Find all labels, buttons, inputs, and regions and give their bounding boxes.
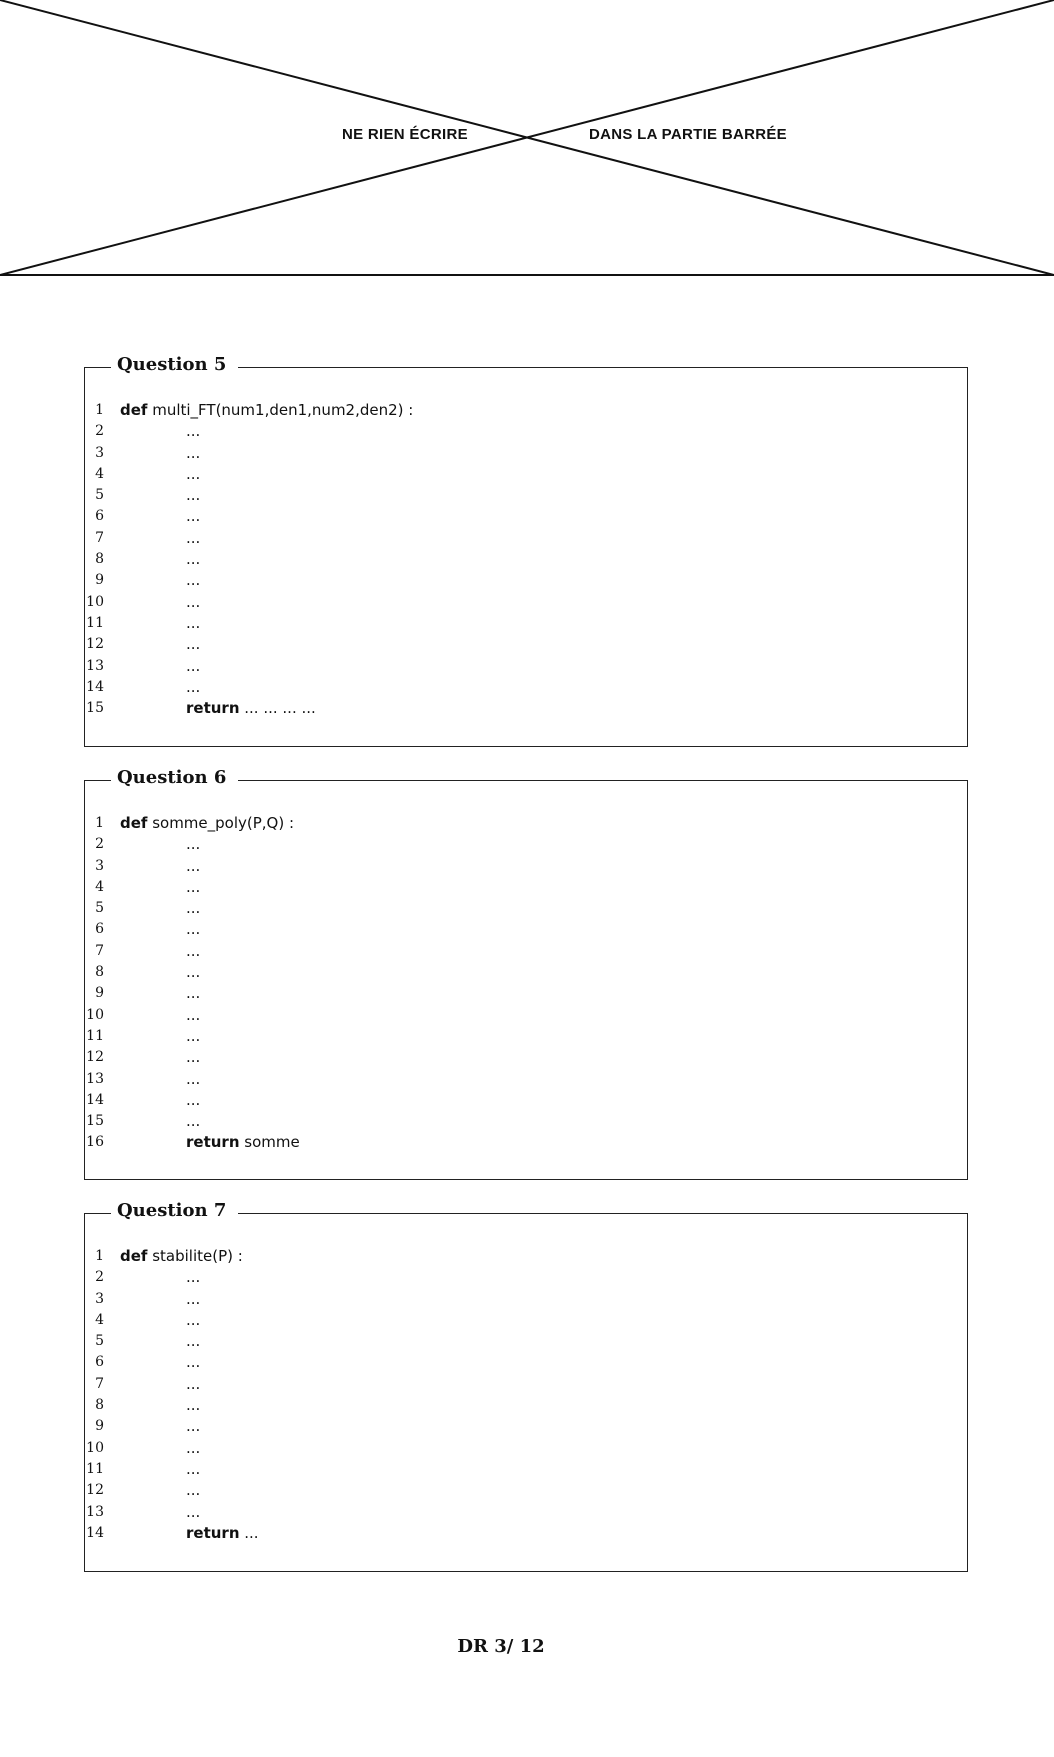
- code-line: [85, 570, 967, 591]
- line-number: 10: [86, 1439, 104, 1456]
- code-text: [186, 1374, 200, 1395]
- code-listing: [85, 400, 967, 719]
- code-content: ...: [186, 422, 201, 441]
- code-text: [186, 1310, 200, 1331]
- code-content: ...: [186, 571, 201, 590]
- line-number: 4: [95, 465, 104, 482]
- line-number: 5: [95, 900, 104, 917]
- code-text: [186, 506, 200, 527]
- code-line: [85, 1352, 967, 1373]
- code-text: [186, 1111, 200, 1132]
- line-number: 13: [86, 1070, 104, 1087]
- code-line: [85, 813, 967, 834]
- line-number: 10: [86, 1006, 104, 1023]
- code-content: ...: [186, 1459, 201, 1478]
- code-content: ...: [186, 1026, 201, 1045]
- line-number: 15: [86, 700, 104, 717]
- code-text: [186, 962, 200, 983]
- code-line: [85, 1523, 967, 1544]
- code-content: ...: [186, 656, 201, 675]
- question-5-box: [84, 354, 968, 747]
- code-line: [85, 698, 967, 719]
- code-line: [85, 1246, 967, 1267]
- code-text: [186, 1523, 259, 1544]
- code-listing: [85, 813, 967, 1154]
- code-line: [85, 1026, 967, 1047]
- code-text: [186, 528, 200, 549]
- line-number: 13: [86, 657, 104, 674]
- code-text: [186, 877, 200, 898]
- code-content: ...: [186, 1112, 201, 1131]
- line-number: 12: [86, 1482, 104, 1499]
- code-line: [85, 656, 967, 677]
- line-number: 9: [95, 985, 104, 1002]
- code-content: ...: [186, 1417, 201, 1436]
- code-content: ... ... ... ...: [239, 699, 316, 718]
- code-text: [186, 677, 200, 698]
- code-keyword: def: [120, 814, 148, 832]
- code-content: ...: [186, 1268, 201, 1287]
- line-number: 12: [86, 636, 104, 653]
- code-text: [120, 1246, 243, 1267]
- code-text: [186, 1047, 200, 1068]
- line-number: 13: [86, 1503, 104, 1520]
- line-number: 10: [86, 593, 104, 610]
- code-line: [85, 1459, 967, 1480]
- code-text: [186, 919, 200, 940]
- code-line: [85, 1111, 967, 1132]
- code-line: [85, 592, 967, 613]
- line-number: 9: [95, 1418, 104, 1435]
- code-line: [85, 1438, 967, 1459]
- code-content: ...: [186, 1310, 201, 1329]
- code-text: [186, 1090, 200, 1111]
- code-line: [85, 919, 967, 940]
- code-keyword: def: [120, 401, 148, 419]
- line-number: 7: [95, 529, 104, 546]
- line-number: 5: [95, 487, 104, 504]
- question-7-box: [84, 1200, 968, 1572]
- line-number: 4: [95, 878, 104, 895]
- code-line: [85, 677, 967, 698]
- code-content: ...: [186, 1396, 201, 1415]
- question-title: Question 6: [111, 766, 238, 790]
- code-text: [186, 613, 200, 634]
- code-text: [186, 834, 200, 855]
- code-content: ...: [186, 592, 201, 611]
- code-content: ...: [186, 613, 201, 632]
- page-number: DR 3/ 12: [457, 1636, 545, 1657]
- line-number: 11: [86, 614, 104, 631]
- code-content: ...: [186, 920, 201, 939]
- line-number: 14: [86, 1091, 104, 1108]
- line-number: 6: [95, 508, 104, 525]
- code-line: [85, 1069, 967, 1090]
- code-line: [85, 1047, 967, 1068]
- cross-lines: [0, 0, 1054, 280]
- code-text: [186, 421, 200, 442]
- code-line: [85, 1289, 967, 1310]
- code-listing: [85, 1246, 967, 1544]
- code-content: ...: [186, 1090, 201, 1109]
- code-content: ...: [186, 1332, 201, 1351]
- line-number: 11: [86, 1460, 104, 1477]
- code-text: [186, 485, 200, 506]
- code-line: [85, 421, 967, 442]
- line-number: 8: [95, 964, 104, 981]
- line-number: 2: [95, 1269, 104, 1286]
- code-line: [85, 400, 967, 421]
- code-content: ...: [186, 507, 201, 526]
- code-text: [186, 464, 200, 485]
- code-text: [186, 1289, 200, 1310]
- code-text: [186, 634, 200, 655]
- question-title: Question 5: [111, 353, 238, 377]
- code-text: [186, 1395, 200, 1416]
- code-keyword: return: [186, 1523, 240, 1542]
- code-line: [85, 941, 967, 962]
- code-text: [186, 1416, 200, 1437]
- code-text: [186, 1331, 200, 1352]
- code-content: stabilite(P) :: [147, 1247, 243, 1265]
- line-number: 1: [95, 402, 104, 418]
- code-text: [186, 656, 200, 677]
- code-text: [120, 400, 413, 421]
- code-content: ...: [186, 984, 201, 1003]
- code-content: ...: [186, 1438, 201, 1457]
- code-keyword: return: [186, 1133, 240, 1152]
- line-number: 6: [95, 921, 104, 938]
- code-line: [85, 877, 967, 898]
- code-text: [186, 1005, 200, 1026]
- code-line: [85, 1395, 967, 1416]
- code-text: [186, 698, 316, 719]
- line-number: 11: [86, 1027, 104, 1044]
- line-number: 6: [95, 1354, 104, 1371]
- code-keyword: return: [186, 699, 240, 718]
- line-number: 2: [95, 836, 104, 853]
- code-line: [85, 528, 967, 549]
- code-content: ...: [186, 877, 201, 896]
- code-line: [85, 1005, 967, 1026]
- code-content: ...: [186, 1289, 201, 1308]
- line-number: 8: [95, 1397, 104, 1414]
- line-number: 3: [95, 1290, 104, 1307]
- line-number: 7: [95, 1375, 104, 1392]
- code-text: [186, 983, 200, 1004]
- line-number: 15: [86, 1113, 104, 1130]
- code-content: ...: [186, 550, 201, 569]
- code-line: [85, 485, 967, 506]
- code-text: [186, 1438, 200, 1459]
- code-content: multi_FT(num1,den1,num2,den2) :: [147, 401, 414, 419]
- code-content: ...: [186, 635, 201, 654]
- code-text: [186, 1069, 200, 1090]
- code-line: [85, 1502, 967, 1523]
- line-number: 3: [95, 857, 104, 874]
- code-content: ...: [186, 856, 201, 875]
- code-keyword: def: [120, 1247, 148, 1265]
- code-text: [186, 856, 200, 877]
- code-content: ...: [186, 899, 201, 918]
- code-text: [186, 1132, 300, 1153]
- code-content: ...: [186, 1353, 201, 1372]
- code-text: [186, 1026, 200, 1047]
- code-line: [85, 983, 967, 1004]
- line-number: 14: [86, 678, 104, 695]
- line-number: 5: [95, 1333, 104, 1350]
- code-text: [186, 443, 200, 464]
- code-content: ...: [239, 1523, 259, 1542]
- code-text: [186, 549, 200, 570]
- code-content: ...: [186, 677, 201, 696]
- line-number: 8: [95, 551, 104, 568]
- line-number: 12: [86, 1049, 104, 1066]
- code-line: [85, 1267, 967, 1288]
- code-line: [85, 1480, 967, 1501]
- code-text: [186, 898, 200, 919]
- code-text: [186, 1267, 200, 1288]
- line-number: 3: [95, 444, 104, 461]
- code-text: [186, 1480, 200, 1501]
- line-number: 7: [95, 942, 104, 959]
- header-warning-left: NE RIEN ÉCRIRE: [338, 126, 472, 143]
- code-text: [186, 570, 200, 591]
- code-content: ...: [186, 1502, 201, 1521]
- line-number: 16: [86, 1134, 104, 1151]
- code-content: somme: [239, 1133, 300, 1152]
- crossed-out-header: [0, 0, 1054, 280]
- code-text: [186, 592, 200, 613]
- header-warning-right: DANS LA PARTIE BARRÉE: [585, 126, 791, 143]
- code-content: ...: [186, 486, 201, 505]
- code-line: [85, 898, 967, 919]
- code-content: ...: [186, 1005, 201, 1024]
- code-line: [85, 613, 967, 634]
- code-content: ...: [186, 941, 201, 960]
- code-line: [85, 1416, 967, 1437]
- code-text: [186, 1459, 200, 1480]
- line-number: 2: [95, 423, 104, 440]
- line-number: 1: [95, 815, 104, 831]
- line-number: 4: [95, 1311, 104, 1328]
- code-line: [85, 634, 967, 655]
- code-line: [85, 962, 967, 983]
- code-text: [186, 1352, 200, 1373]
- code-line: [85, 856, 967, 877]
- code-content: ...: [186, 1048, 201, 1067]
- code-content: ...: [186, 528, 201, 547]
- code-text: [186, 941, 200, 962]
- code-line: [85, 464, 967, 485]
- code-content: ...: [186, 1374, 201, 1393]
- code-content: somme_poly(P,Q) :: [147, 814, 295, 832]
- code-content: ...: [186, 464, 201, 483]
- line-number: 9: [95, 572, 104, 589]
- code-line: [85, 834, 967, 855]
- code-line: [85, 443, 967, 464]
- line-number: 14: [86, 1524, 104, 1541]
- line-number: 1: [95, 1248, 104, 1264]
- code-line: [85, 1374, 967, 1395]
- code-content: ...: [186, 1069, 201, 1088]
- question-6-box: [84, 767, 968, 1180]
- code-line: [85, 1132, 967, 1153]
- code-content: ...: [186, 443, 201, 462]
- code-line: [85, 1331, 967, 1352]
- code-text: [186, 1502, 200, 1523]
- code-line: [85, 549, 967, 570]
- question-title: Question 7: [111, 1199, 238, 1223]
- code-line: [85, 1310, 967, 1331]
- code-content: ...: [186, 835, 201, 854]
- code-line: [85, 506, 967, 527]
- code-line: [85, 1090, 967, 1111]
- code-content: ...: [186, 963, 201, 982]
- code-text: [120, 813, 294, 834]
- code-content: ...: [186, 1481, 201, 1500]
